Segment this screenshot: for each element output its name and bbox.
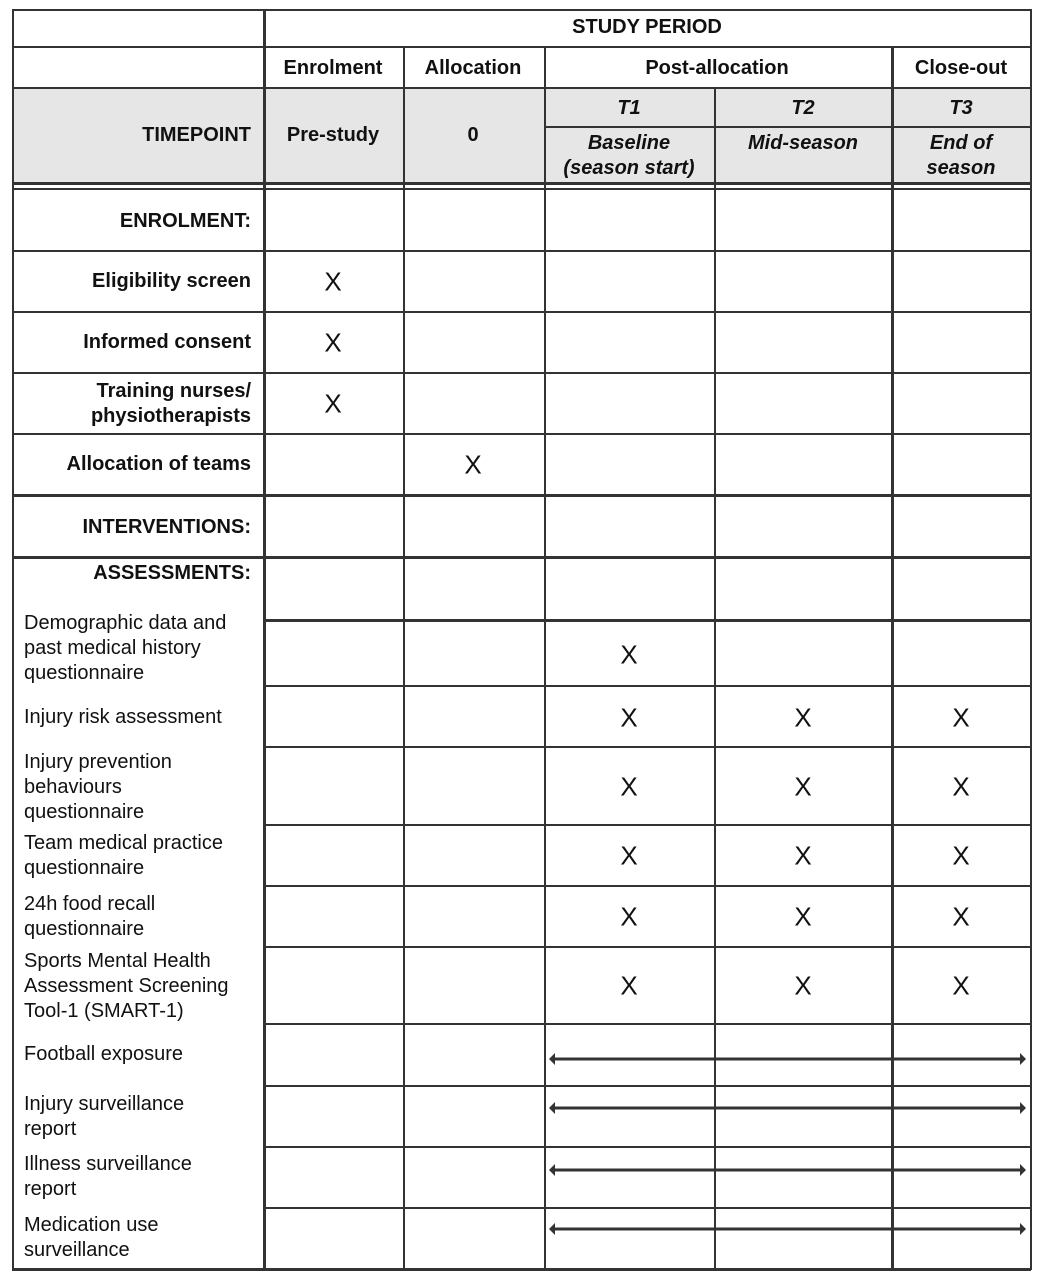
allocation-zero-label: 0 bbox=[467, 124, 479, 146]
medication-surveillance-label: Medication use surveillance bbox=[24, 1214, 159, 1261]
mark-training-enrolment: X bbox=[324, 388, 342, 419]
mark-eligibility-enrolment: X bbox=[324, 266, 342, 297]
injury-surveillance-duration-arrow bbox=[549, 1102, 1026, 1114]
t2-label: T2 bbox=[791, 97, 815, 119]
post-allocation-column-header: Post-allocation bbox=[645, 57, 789, 79]
t1-description: Baseline (season start) bbox=[563, 132, 695, 179]
training-nurses-label: Training nurses/ physiotherapists bbox=[90, 380, 251, 427]
mark-injury-risk-t2: X bbox=[794, 702, 812, 733]
allocation-column-header: Allocation bbox=[424, 57, 522, 79]
study-period-header: STUDY PERIOD bbox=[572, 16, 722, 38]
mark-prevention-t1: X bbox=[620, 771, 638, 802]
mark-consent-enrolment: X bbox=[324, 327, 342, 358]
illness-surveillance-label: Illness surveillance report bbox=[24, 1153, 192, 1200]
close-out-column-header: Close-out bbox=[914, 57, 1008, 79]
t3-label: T3 bbox=[949, 97, 973, 119]
mark-smart-t1: X bbox=[620, 970, 638, 1001]
injury-risk-label: Injury risk assessment bbox=[24, 706, 222, 728]
allocation-of-teams-label: Allocation of teams bbox=[66, 453, 251, 475]
smart-1-label: Sports Mental Health Assessment Screening Tool-1 (SMART-1) bbox=[24, 950, 229, 1022]
mark-smart-t2: X bbox=[794, 970, 812, 1001]
medication-surveillance-duration-arrow bbox=[549, 1223, 1026, 1235]
food-recall-label: 24h food recall questionnaire bbox=[24, 893, 156, 940]
assessments-section-label: ASSESSMENTS: bbox=[93, 562, 251, 584]
mark-food-recall-t3: X bbox=[952, 901, 970, 932]
interventions-section-label: INTERVENTIONS: bbox=[82, 516, 251, 538]
mark-team-medical-t1: X bbox=[620, 840, 638, 871]
mark-allocation-allocation: X bbox=[464, 449, 482, 480]
football-exposure-label: Football exposure bbox=[24, 1043, 183, 1065]
enrolment-column-header: Enrolment bbox=[283, 57, 383, 79]
mark-injury-risk-t1: X bbox=[620, 702, 638, 733]
informed-consent-label: Informed consent bbox=[83, 331, 251, 353]
mark-food-recall-t1: X bbox=[620, 901, 638, 932]
team-medical-practice-label: Team medical practice questionnaire bbox=[24, 832, 223, 879]
injury-prevention-label: Injury prevention behaviours questionnaire bbox=[24, 751, 172, 823]
demographic-data-label: Demographic data and past medical history questionnaire bbox=[24, 612, 227, 684]
mark-food-recall-t2: X bbox=[794, 901, 812, 932]
mark-smart-t3: X bbox=[952, 970, 970, 1001]
mark-injury-risk-t3: X bbox=[952, 702, 970, 733]
football-exposure-duration-arrow bbox=[549, 1053, 1026, 1065]
t1-label: T1 bbox=[617, 97, 641, 119]
pre-study-label: Pre-study bbox=[286, 124, 380, 146]
mark-prevention-t3: X bbox=[952, 771, 970, 802]
eligibility-screen-label: Eligibility screen bbox=[92, 270, 251, 292]
timepoint-label: TIMEPOINT bbox=[142, 124, 251, 146]
mark-demographic-t1: X bbox=[620, 639, 638, 670]
t3-description: End of season bbox=[926, 132, 996, 179]
mark-prevention-t2: X bbox=[794, 771, 812, 802]
t2-description: Mid-season bbox=[747, 132, 859, 154]
illness-surveillance-duration-arrow bbox=[549, 1164, 1026, 1176]
enrolment-section-label: ENROLMENT: bbox=[119, 210, 251, 232]
mark-team-medical-t3: X bbox=[952, 840, 970, 871]
injury-surveillance-label: Injury surveillance report bbox=[24, 1093, 185, 1140]
mark-team-medical-t2: X bbox=[794, 840, 812, 871]
